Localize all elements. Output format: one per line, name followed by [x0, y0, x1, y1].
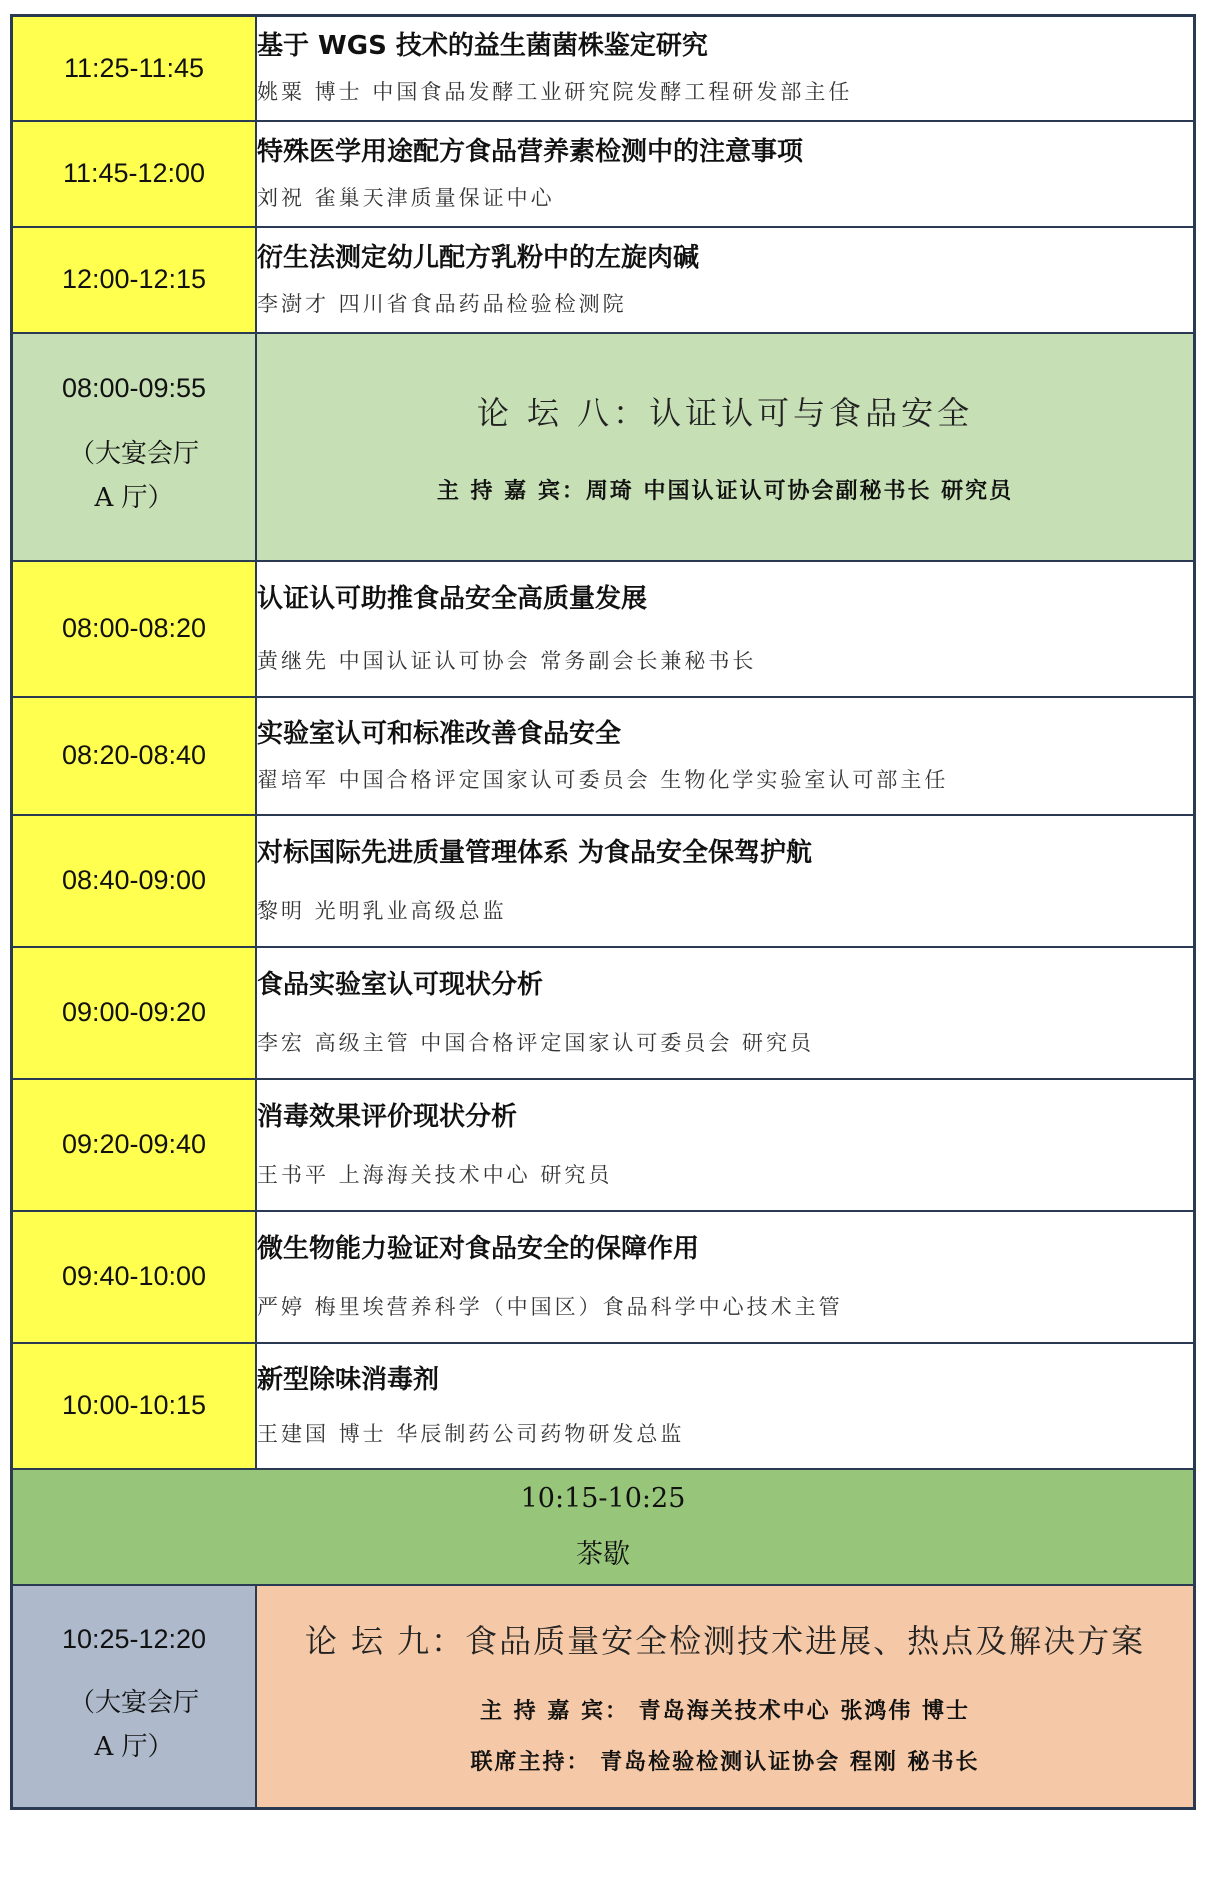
- forum9-row: [12, 1585, 1195, 1809]
- table-row: [12, 947, 1195, 1079]
- talk-title: 新型除味消毒剂: [257, 1364, 440, 1395]
- forum8-venue-hall: A 厅）: [94, 483, 174, 513]
- forum8-venue: （大宴会厅: [68, 439, 199, 469]
- talk-cell: [256, 815, 1195, 947]
- forum9-host: 主 持 嘉 宾： 青岛海关技术中心 张鸿伟 博士: [480, 1698, 970, 1725]
- tea-break-row: [12, 1469, 1195, 1585]
- talk-time: 08:00-08:20: [12, 561, 257, 697]
- forum9-title: 论 坛 九：食品质量安全检测技术进展、热点及解决方案: [304, 1622, 1146, 1661]
- talk-cell: [256, 947, 1195, 1079]
- talk-time: 11:25-11:45: [12, 16, 257, 121]
- forum8-host: 主 持 嘉 宾：周琦 中国认证认可协会副秘书长 研究员: [436, 478, 1014, 504]
- talk-time: 10:00-10:15: [12, 1343, 257, 1469]
- table-row: [12, 227, 1195, 333]
- talk-title: 微生物能力验证对食品安全的保障作用: [257, 1233, 700, 1264]
- talk-time: 12:00-12:15: [12, 227, 257, 333]
- talk-time: 09:40-10:00: [12, 1211, 257, 1343]
- tea-break-cell: [12, 1469, 1195, 1585]
- forum9-session-cell: [12, 1585, 257, 1809]
- forum8-row: [12, 333, 1195, 561]
- talk-time: 09:00-09:20: [12, 947, 257, 1079]
- table-row: [12, 815, 1195, 947]
- talk-cell: [256, 1079, 1195, 1211]
- talk-title: 对标国际先进质量管理体系 为食品安全保驾护航: [257, 837, 813, 868]
- talk-title: 基于 WGS 技术的益生菌菌株鉴定研究: [257, 31, 708, 62]
- talk-title: 认证认可助推食品安全高质量发展: [257, 583, 648, 614]
- table-row: [12, 561, 1195, 697]
- forum9-time: 10:25-12:20: [61, 1623, 207, 1654]
- talk-title: 特殊医学用途配方食品营养素检测中的注意事项: [257, 136, 804, 167]
- table-row: [12, 16, 1195, 121]
- talk-speaker: 黄继先 中国认证认可协会 常务副会长兼秘书长: [257, 648, 757, 673]
- talk-cell: [256, 121, 1195, 227]
- table-row: [12, 1079, 1195, 1211]
- talk-speaker: 严婷 梅里埃营养科学（中国区）食品科学中心技术主管: [257, 1294, 843, 1319]
- talk-speaker: 姚粟 博士 中国食品发酵工业研究院发酵工程研发部主任: [257, 80, 853, 105]
- talk-time: 11:45-12:00: [12, 121, 257, 227]
- talk-time: 09:20-09:40: [12, 1079, 257, 1211]
- talk-time: 08:20-08:40: [12, 697, 257, 815]
- talk-title: 消毒效果评价现状分析: [257, 1101, 518, 1132]
- talk-speaker: 王建国 博士 华辰制药公司药物研发总监: [257, 1421, 685, 1446]
- talk-cell: [256, 697, 1195, 815]
- talk-cell: [256, 1343, 1195, 1469]
- forum9-cohost: 联席主持： 青岛检验检测认证协会 程刚 秘书长: [470, 1749, 980, 1776]
- schedule-table: [10, 14, 1196, 1810]
- table-row: [12, 1343, 1195, 1469]
- talk-cell: [256, 561, 1195, 697]
- table-row: [12, 1211, 1195, 1343]
- forum9-venue-hall: A 厅）: [94, 1731, 174, 1762]
- table-row: [12, 121, 1195, 227]
- talk-cell: [256, 227, 1195, 333]
- forum8-session-cell: [12, 333, 257, 561]
- talk-title: 实验室认可和标准改善食品安全: [257, 718, 622, 749]
- talk-cell: [256, 16, 1195, 121]
- tea-break-time: 10:15-10:25: [520, 1482, 686, 1514]
- forum9-venue: （大宴会厅: [68, 1687, 199, 1718]
- forum8-header: [256, 333, 1195, 561]
- talk-speaker: 王书平 上海海关技术中心 研究员: [257, 1162, 613, 1187]
- talk-cell: [256, 1211, 1195, 1343]
- forum8-title: 论 坛 八：认证认可与食品安全: [476, 394, 974, 432]
- forum8-time: 08:00-09:55: [61, 373, 207, 403]
- talk-speaker: 黎明 光明乳业高级总监: [257, 898, 507, 923]
- talk-speaker: 翟培军 中国合格评定国家认可委员会 生物化学实验室认可部主任: [257, 767, 949, 792]
- tea-break-label: 茶歇: [576, 1538, 630, 1570]
- talk-speaker: 刘祝 雀巢天津质量保证中心: [257, 185, 555, 210]
- talk-time: 08:40-09:00: [12, 815, 257, 947]
- talk-title: 衍生法测定幼儿配方乳粉中的左旋肉碱: [257, 242, 700, 273]
- table-row: [12, 697, 1195, 815]
- talk-speaker: 李澍才 四川省食品药品检验检测院: [257, 291, 627, 316]
- talk-speaker: 李宏 高级主管 中国合格评定国家认可委员会 研究员: [257, 1030, 815, 1055]
- talk-title: 食品实验室认可现状分析: [257, 969, 544, 1000]
- forum9-header: [256, 1585, 1195, 1809]
